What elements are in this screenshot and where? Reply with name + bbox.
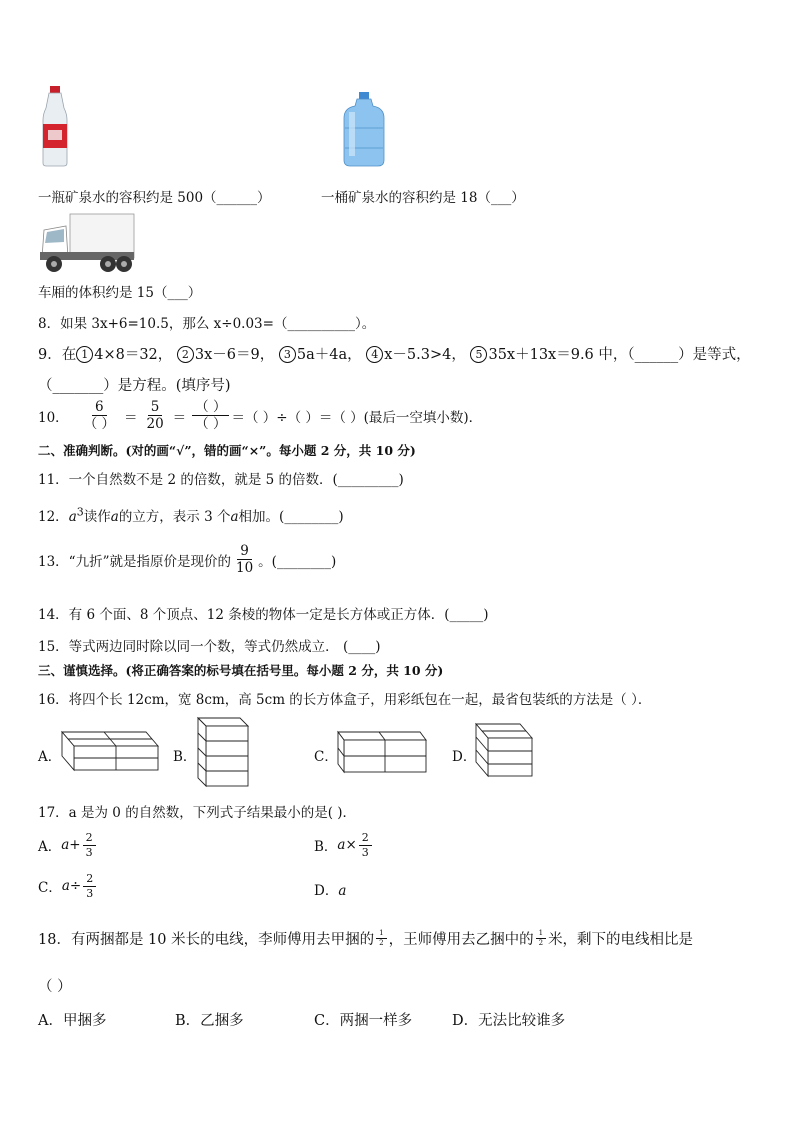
- q18-f2-den: 2: [538, 939, 544, 947]
- q10-eq-2: ＝: [172, 409, 187, 426]
- q17-a-num: 2: [83, 832, 96, 846]
- truck-image: [38, 212, 136, 274]
- q16-option-b-label[interactable]: B．: [173, 749, 197, 765]
- q16-option-d-label[interactable]: D．: [452, 749, 477, 765]
- q12-rest: 的立方，表示 3 个: [118, 509, 231, 525]
- q17-d-label: D．: [314, 883, 339, 899]
- q17-a-fraction: [83, 832, 96, 858]
- q18-f1-den: 2: [379, 939, 384, 947]
- q17-b-num: 2: [359, 832, 372, 846]
- q16-option-a-label[interactable]: A．: [38, 749, 62, 765]
- q17-c-label: C．: [38, 880, 62, 897]
- q9-item-2: 3x－6＝9，: [194, 347, 275, 363]
- q18-option-b[interactable]: B．乙捆多: [175, 1013, 244, 1029]
- question-10: [38, 400, 482, 431]
- q16-option-d-figure: [476, 724, 538, 784]
- q17-a-label: A．: [38, 839, 62, 856]
- q9-circle-5: 5: [470, 346, 487, 363]
- q10-label: 10．: [38, 409, 69, 426]
- q16-option-a-figure: [62, 732, 162, 778]
- q18-f2-num: 1: [536, 930, 546, 939]
- q10-f3-den: （ ）: [195, 416, 227, 433]
- q16-option-c-label[interactable]: C．: [314, 749, 338, 765]
- q17-b-fraction: [359, 832, 372, 858]
- q17-b-den: 3: [361, 845, 369, 859]
- q17-d-expr: a: [338, 883, 347, 899]
- q16-option-b-figure: [198, 718, 252, 792]
- q9-circle-3: 3: [279, 346, 296, 363]
- q7-truck-caption: 车厢的体积约是 15（___）: [38, 285, 202, 301]
- q18-stem-a: 18．有两捆都是 10 米长的电线，李师傅用去甲捆的: [38, 932, 375, 948]
- q10-f1-num: 6: [92, 400, 107, 416]
- q17-option-a[interactable]: [38, 832, 98, 858]
- q17-b-expr: a×: [337, 837, 357, 854]
- q17-c-expr: a÷: [61, 878, 82, 895]
- q7-bottle-caption: 一瓶矿泉水的容积约是 500（______）: [38, 190, 271, 206]
- q12-base: a: [68, 509, 77, 525]
- q9-prefix: 9．在: [38, 347, 77, 363]
- section-3-heading: 三、谨慎选择。(将正确答案的标号填在括号里。每小题 2 分，共 10 分): [38, 663, 444, 678]
- question-11: 11．一个自然数不是 2 的倍数，就是 5 的倍数．(_________): [38, 472, 404, 488]
- q17-c-num: 2: [83, 873, 96, 887]
- q10-f3-num: （ ）: [192, 400, 229, 416]
- q10-fraction-3: [192, 400, 229, 431]
- q12-exponent: 3: [76, 505, 84, 519]
- question-18-stem: [38, 928, 693, 949]
- q17-option-c[interactable]: [38, 873, 98, 899]
- question-12: [38, 505, 344, 525]
- q10-f1-den: （ ）: [83, 416, 115, 433]
- q17-option-d[interactable]: [314, 879, 346, 899]
- q9-item-4: x－5.3>4，: [384, 347, 466, 363]
- q10-fraction-1: [81, 400, 118, 431]
- water-bottle-image: [40, 86, 70, 166]
- q12-mid: 读作: [83, 509, 111, 525]
- q12-label: 12．: [38, 509, 69, 525]
- q13-den: 10: [235, 560, 254, 577]
- q9-circle-2: 2: [177, 346, 194, 363]
- q18-option-d[interactable]: D．无法比较谁多: [452, 1013, 566, 1029]
- q13-end: 。(________): [258, 553, 337, 570]
- q7-jug-caption: 一桶矿泉水的容积约是 18（___）: [321, 190, 525, 206]
- water-jug-image: [343, 92, 385, 166]
- question-9-line2: （_______）是方程。(填序号): [38, 378, 231, 394]
- q13-fraction: [233, 544, 256, 575]
- q17-option-b[interactable]: [314, 832, 374, 858]
- question-14: 14．有 6 个面、8 个顶点、12 条棱的物体一定是长方体或正方体．(_____): [38, 607, 489, 623]
- q18-option-c[interactable]: C．两捆一样多: [314, 1013, 413, 1029]
- section-2-heading: 二、准确判断。(对的画“√”，错的画“×”。每小题 2 分，共 10 分): [38, 443, 416, 458]
- q18-answer-paren: （ ）: [38, 979, 72, 995]
- q18-stem-c: 米，剩下的电线相比是: [548, 932, 694, 948]
- q17-c-fraction: [83, 873, 96, 899]
- q9-item-5: 35x＋13x＝9.6 中，（______）是等式，: [488, 347, 751, 363]
- q10-eq-1: ＝: [123, 409, 138, 426]
- q18-fraction-1: [376, 930, 386, 948]
- q18-stem-b: ，王师傅用去乙捆中的: [388, 932, 534, 948]
- q12-var2: a: [230, 509, 239, 525]
- q18-fraction-2: [536, 930, 546, 948]
- q9-item-3: 5a＋4a，: [296, 347, 362, 363]
- q9-circle-4: 4: [366, 346, 383, 363]
- q17-a-den: 3: [85, 845, 93, 859]
- q10-tail: ＝（ ）÷（ ）＝（ ）(最后一空填小数)．: [231, 409, 483, 426]
- q17-b-label: B．: [314, 839, 338, 856]
- question-9-line1: [38, 343, 751, 364]
- q10-f2-num: 5: [148, 400, 163, 416]
- q17-c-den: 3: [86, 886, 94, 900]
- question-17-stem: 17．a 是为 0 的自然数，下列式子结果最小的是( )．: [38, 805, 357, 821]
- q18-option-a[interactable]: A．甲捆多: [38, 1013, 107, 1029]
- q13-label: 13．“九折”就是指原价是现价的: [38, 553, 231, 570]
- q9-circle-1: 1: [76, 346, 93, 363]
- q10-f2-den: 20: [146, 416, 164, 433]
- q12-end: 相加。(________): [238, 509, 344, 525]
- question-15: 15．等式两边同时除以同一个数，等式仍然成立． (____): [38, 639, 381, 655]
- q13-num: 9: [237, 544, 252, 560]
- q12-var: a: [110, 509, 119, 525]
- question-16-stem: 16．将四个长 12cm，宽 8cm，高 5cm 的长方体盒子，用彩纸包在一起，最省包装纸的方法是（ ）．: [38, 692, 652, 708]
- q10-fraction-2: [143, 400, 166, 431]
- question-8: 8．如果 3x+6=10.5，那么 x÷0.03=（__________）。: [38, 316, 376, 332]
- q16-option-c-figure: [338, 732, 430, 778]
- q17-a-expr: a+: [61, 837, 81, 854]
- question-13: [38, 544, 336, 575]
- q18-f1-num: 1: [376, 930, 386, 939]
- q9-item-1: 4×8＝32，: [94, 347, 173, 363]
